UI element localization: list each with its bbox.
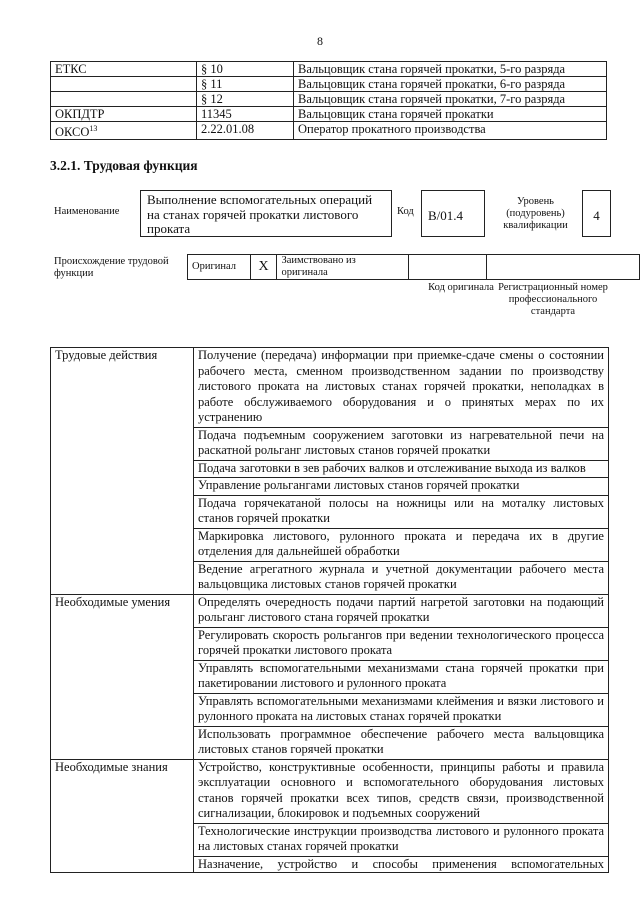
list-item: Определять очередность подачи партий нагретой заготовки на подающий рольганг листового стана горячей прокатки	[194, 594, 609, 627]
classifier-ref: 2.22.01.08	[197, 122, 294, 140]
table-row	[51, 759, 609, 823]
table-row	[51, 348, 609, 428]
classifier-code	[51, 77, 197, 92]
table-row	[51, 62, 607, 77]
table-row	[51, 92, 607, 107]
origin-label: Происхождение трудовой функции	[54, 256, 169, 279]
original-mark: X	[250, 255, 277, 280]
table-row	[51, 77, 607, 92]
category-required-knowledge: Необходимые знания	[51, 759, 194, 872]
list-item: Управлять вспомогательными механизмами стана горячей прокатки при пакетировании листового и рулонного проката	[194, 660, 609, 693]
list-item	[194, 856, 609, 872]
table-row	[188, 255, 640, 280]
classifier-code-text: ОКСО	[55, 125, 90, 140]
classifier-name: Вальцовщик стана горячей прокатки, 7-го разряда	[294, 92, 607, 107]
classifier-ref: § 10	[197, 62, 294, 77]
borrowed-label: Заимствовано из оригинала	[277, 255, 408, 280]
registration-number-label: Регистрационный номер профессионального стандарта	[498, 282, 608, 317]
category-required-skills: Необходимые умения	[51, 594, 194, 759]
list-item: Ведение агрегатного журнала и учетной документации рабочего места вальцовщика листовых станов горячей прокатки	[194, 561, 609, 594]
classifier-code: ЕТКС	[51, 62, 197, 77]
list-item: Управлять вспомогательными механизмами клеймения и вязки листового и рулонного проката на листовых станах горячей прокатки	[194, 693, 609, 726]
classifier-ref: 11345	[197, 107, 294, 122]
classifier-name: Вальцовщик стана горячей прокатки	[294, 107, 607, 122]
name-label: Наименование	[54, 206, 120, 217]
list-item: Технологические инструкции производства листового и рулонного проката на листовых станах горячей прокатки	[194, 823, 609, 856]
table-row	[51, 122, 607, 140]
classifier-code	[51, 122, 197, 140]
classification-table	[50, 61, 607, 140]
classifier-ref: § 12	[197, 92, 294, 107]
classifier-code: ОКПДТР	[51, 107, 197, 122]
list-item: Подача подъемным сооружением заготовки из нагревательной печи на раскатной рольганг листовых станов горячей прокатки	[194, 427, 609, 460]
footnote-marker: 13	[89, 124, 98, 133]
list-item: Подача заготовки в зев рабочих валков и отслеживание выхода из валков	[194, 460, 609, 478]
function-details-table	[50, 347, 609, 873]
list-item: Получение (передача) информации при приемке-сдаче смены о состоянии рабочего места, сменном производственном задании по производству листового проката на листовых станах горячей прокатки, неполадках в работе обслуживаемого оборудования и о принятых мерах по их устранению	[194, 348, 609, 428]
classifier-name: Вальцовщик стана горячей прокатки, 6-го разряда	[294, 77, 607, 92]
list-item: Использовать программное обеспечение рабочего места вальцовщика листовых станов горячей прокатки	[194, 726, 609, 759]
qualification-level-label: Уровень (подуровень) квалификации	[503, 196, 568, 231]
page-number: 8	[317, 34, 323, 48]
list-item: Регулировать скорость рольгангов при ведении технологического процесса горячей прокатки листового проката	[194, 627, 609, 660]
registration-number-cell	[487, 255, 640, 280]
classifier-ref: § 11	[197, 77, 294, 92]
code-label: Код	[397, 206, 414, 217]
origin-table	[187, 254, 640, 280]
classifier-code	[51, 92, 197, 107]
table-row	[51, 107, 607, 122]
classifier-name: Вальцовщик стана горячей прокатки, 5-го разряда	[294, 62, 607, 77]
list-item: Маркировка листового, рулонного проката и передача их в другие отделения для дальнейшей обработки	[194, 528, 609, 561]
function-name-box: Выполнение вспомогательных операций на станах горячей прокатки листового проката	[140, 190, 392, 237]
original-code-label: Код оригинала	[428, 282, 494, 293]
function-code-box: В/01.4	[421, 190, 485, 237]
section-title: 3.2.1. Трудовая функция	[50, 158, 198, 173]
list-item: Подача горячекатаной полосы на ножницы или на моталку листовых станов горячей прокатки	[194, 495, 609, 528]
original-label: Оригинал	[188, 255, 251, 280]
original-code-cell	[408, 255, 487, 280]
list-item: Управление рольгангами листовых станов горячей прокатки	[194, 478, 609, 496]
classifier-name: Оператор прокатного производства	[294, 122, 607, 140]
list-item-text: Назначение, устройство и способы применения вспомогательных	[198, 856, 604, 871]
list-item: Устройство, конструктивные особенности, принципы работы и правила эксплуатации основного и вспомогательного оборудования листовых станов горячей прокатки всех типов, средств связи, производственной сигнализации, блокировок и подъемных сооружений	[194, 759, 609, 823]
table-row	[51, 594, 609, 627]
qualification-level-box: 4	[582, 190, 611, 237]
category-labor-actions: Трудовые действия	[51, 348, 194, 595]
